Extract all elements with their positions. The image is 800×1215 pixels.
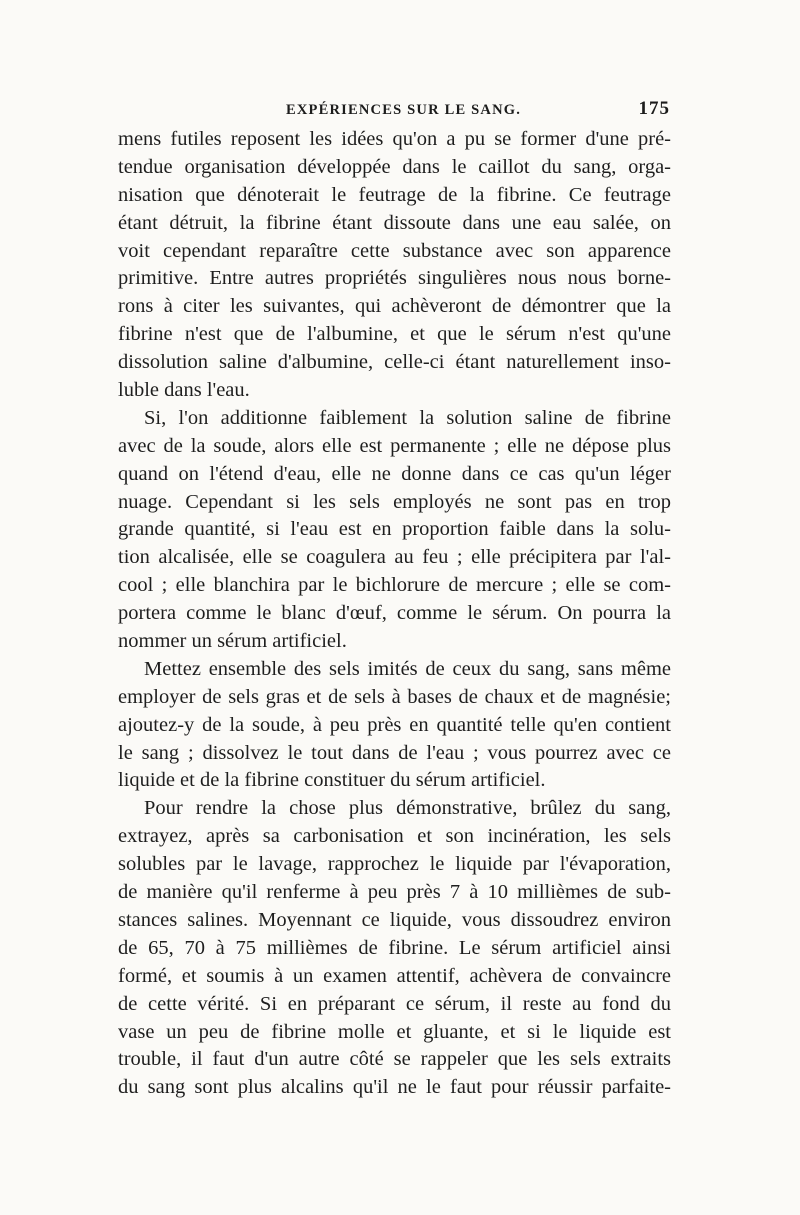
text-line: trouble, il faut d'un autre côté se rappeler que les sels extraits [118, 1048, 671, 1071]
text-line: du sang sont plus alcalins qu'il ne le faut pour réussir parfaite- [118, 1076, 671, 1099]
text-line: stances salines. Moyennant ce liquide, vous dissoudrez environ [118, 908, 671, 931]
body-text [118, 126, 671, 1102]
page-number: 175 [638, 98, 670, 119]
text-line: de cette vérité. Si en préparant ce sérum, il reste au fond du [118, 992, 671, 1015]
paragraph-4 [118, 795, 671, 1102]
text-line: portera comme le blanc d'œuf, comme le sérum. On pourra la [118, 602, 671, 625]
text-line: étant détruit, la fibrine étant dissoute dans une eau salée, on [118, 211, 671, 234]
text-line: nuage. Cependant si les sels employés ne sont pas en trop [118, 490, 671, 513]
text-line: employer de sels gras et de sels à bases de chaux et de magnésie; [118, 685, 671, 708]
text-line: liquide et de la fibrine constituer du sérum artificiel. [118, 769, 546, 792]
text-line: de 65, 70 à 75 millièmes de fibrine. Le sérum artificiel ainsi [118, 936, 671, 959]
text-line: Si, l'on additionne faiblement la solution saline de fibrine [144, 406, 671, 429]
text-line: avec de la soude, alors elle est permanente ; elle ne dépose plus [118, 434, 671, 457]
text-line: formé, et soumis à un examen attentif, achèvera de convaincre [118, 964, 671, 987]
text-line: primitive. Entre autres propriétés singulières nous nous borne- [118, 267, 671, 290]
text-line: cool ; elle blanchira par le bichlorure de mercure ; elle se com- [118, 574, 671, 597]
paragraph-1 [118, 126, 671, 405]
text-line: nisation que dénoterait le feutrage de la fibrine. Ce feutrage [118, 183, 671, 206]
text-line: tendue organisation développée dans le caillot du sang, orga- [118, 155, 671, 178]
text-line: ajoutez-y de la soude, à peu près en quantité telle qu'en contient [118, 713, 671, 736]
text-line: Pour rendre la chose plus démonstrative, brûlez du sang, [144, 797, 671, 820]
paragraph-3 [118, 656, 671, 795]
text-line: solubles par le lavage, rapprochez le liquide par l'évaporation, [118, 853, 671, 876]
text-line: nommer un sérum artificiel. [118, 630, 347, 653]
text-line: extrayez, après sa carbonisation et son incinération, les sels [118, 825, 671, 848]
text-line: quand on l'étend d'eau, elle ne donne dans ce cas qu'un léger [118, 462, 671, 485]
text-line: voit cependant reparaître cette substance avec son apparence [118, 239, 671, 262]
text-line: vase un peu de fibrine molle et gluante, et si le liquide est [118, 1020, 671, 1043]
text-line: fibrine n'est que de l'albumine, et que le sérum n'est qu'une [118, 323, 671, 346]
text-line: de manière qu'il renferme à peu près 7 à 10 millièmes de sub- [118, 881, 671, 904]
page-header [118, 98, 670, 122]
text-line: dissolution saline d'albumine, celle-ci étant naturellement inso- [118, 351, 671, 374]
text-line: tion alcalisée, elle se coagulera au feu ; elle précipitera par l'al- [118, 546, 671, 569]
paragraph-2 [118, 405, 671, 656]
text-line: Mettez ensemble des sels imités de ceux du sang, sans même [144, 657, 671, 680]
running-head: EXPÉRIENCES SUR LE SANG. [286, 102, 522, 118]
text-line: luble dans l'eau. [118, 379, 250, 402]
text-line: le sang ; dissolvez le tout dans de l'eau ; vous pourrez avec ce [118, 741, 671, 764]
text-line: rons à citer les suivantes, qui achèveront de démontrer que la [118, 295, 671, 318]
text-line: grande quantité, si l'eau est en proportion faible dans la solu- [118, 518, 671, 541]
text-line: mens futiles reposent les idées qu'on a pu se former d'une pré- [118, 128, 671, 150]
